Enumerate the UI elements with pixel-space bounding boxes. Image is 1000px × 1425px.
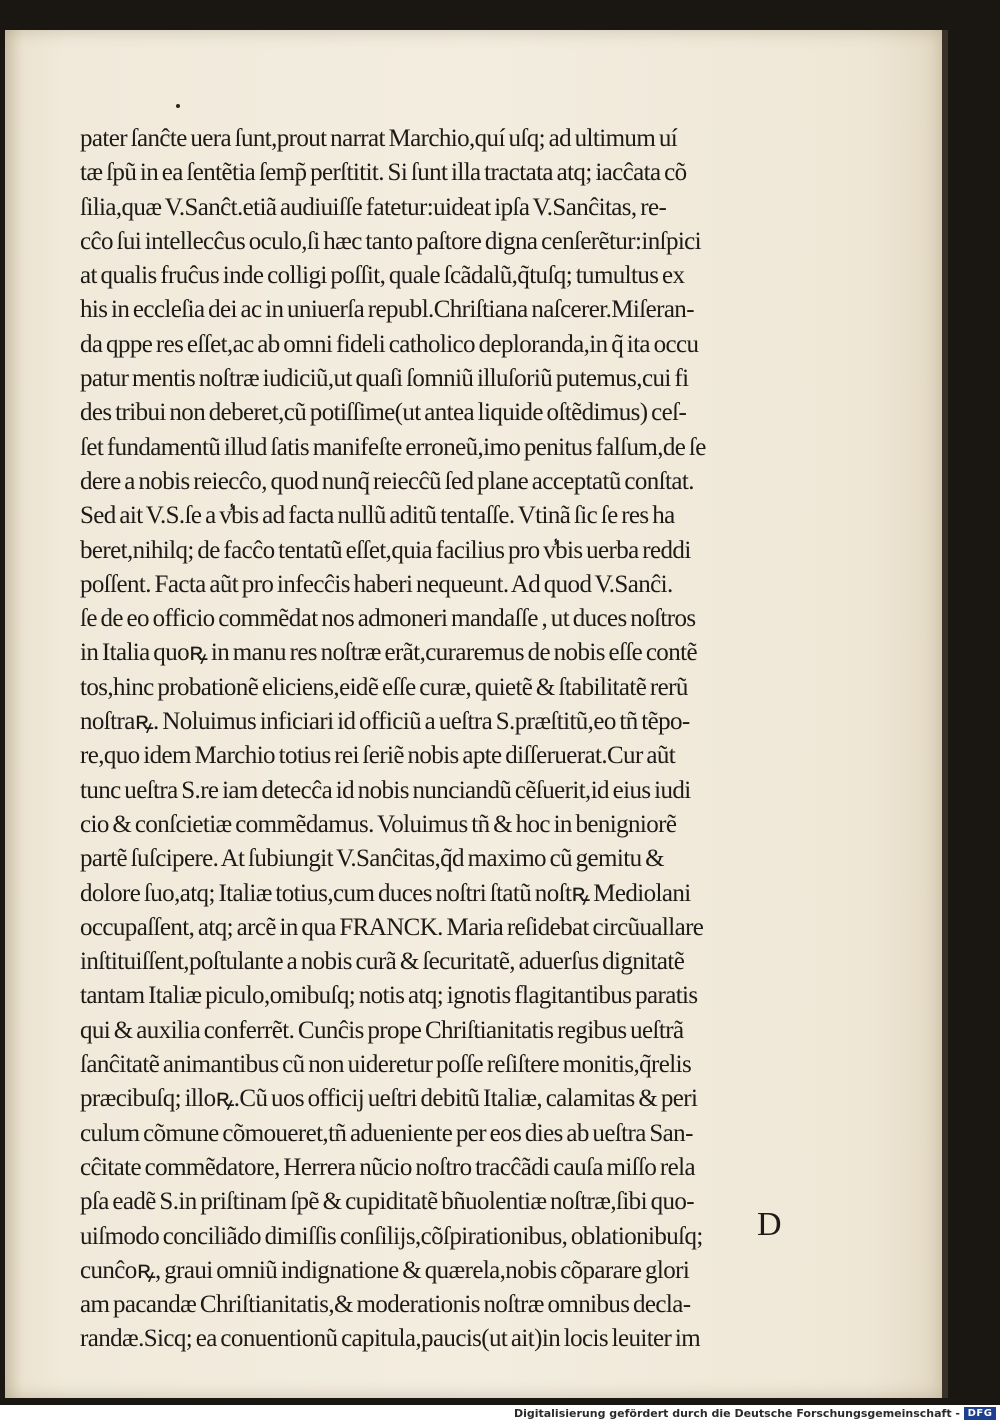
text-line: pater ſanĉte uera ſunt,prout narrat Marchio,quí uſq; ad ultimum uí — [80, 125, 678, 152]
text-line: da qppe res eſſet,ac ab omni fideli catholico deploranda,in q̃ ita occu — [80, 330, 699, 358]
text-line: dolore ſuo,atq; Italiæ totius,cum duces noſtri ſtatũ noſtꝶ Mediolani — [80, 879, 691, 907]
text-line: præcibuſq; illoꝶ.Cũ uos officij ueſtri debitũ Italiæ, calamitas & peri — [80, 1085, 698, 1113]
text-line: inſtituiſſent,poſtulante a nobis curã & ſecuritatẽ, aduerſus dignitatẽ — [80, 948, 685, 976]
text-line: tunc ueſtra S.re iam detecĉa id nobis nunciandũ cẽſuerit,id eius iudi — [80, 776, 691, 804]
dfg-logo: DFG — [964, 1407, 996, 1420]
text-line: poſſent. Facta aũt pro infecĉis haberi nequeunt. Ad quod V.Sanĉi. — [80, 570, 673, 598]
text-line: des tribui non deberet,cũ potiſſime(ut antea liquide oſtẽdimus) ceſ- — [80, 399, 687, 427]
text-line: tos,hinc probationẽ eliciens,eidẽ eſſe curæ, quietẽ & ſtabilitatẽ rerũ — [80, 673, 688, 701]
funding-credit: Digitalisierung gefördert durch die Deutsche Forschungsgemeinschaft - — [513, 1407, 960, 1420]
text-line: at qualis fruĉus inde colligi poſſit, quale ſcãdalũ,q̃tuſq; tumultus ex — [80, 262, 685, 290]
text-line: pſa eadẽ S.in priſtinam ſpẽ & cupiditatẽ bñuolentiæ noſtræ,ſibi quo- — [80, 1188, 695, 1216]
text-line: beret,nihilq; de facĉo tentatũ eſſet,quia facilius pro v̾bis uerba reddi — [80, 536, 691, 564]
text-line: Sed ait V.S.ſe a v̾bis ad facta nullũ aditũ tentaſſe. Vtinã ſic ſe res ha — [80, 502, 675, 530]
text-line: uiſmodo conciliãdo dimiſſis conſilijs,cõſpirationibus, oblationibuſq; — [80, 1222, 703, 1250]
text-line: ſet fundamentũ illud ſatis manifeſte erroneũ,imo penitus falſum,de ſe — [80, 433, 706, 461]
text-line: tantam Italiæ piculo,omibuſq; notis atq; ignotis flagitantibus paratis — [80, 982, 698, 1010]
ink-dot — [176, 104, 180, 108]
text-line: ſe de eo officio commẽdat nos admoneri mandaſſe , ut duces noſtros — [80, 605, 696, 633]
text-line: randæ.Sicq; ea conuentionũ capitula,paucis(ut ait)in locis leuiter im — [80, 1325, 701, 1353]
text-line: cio & conſcietiæ commẽdamus. Voluimus tñ & hoc in benigniorẽ — [80, 810, 677, 838]
text-line: re,quo idem Marchio totius rei ſeriẽ nobis apte diſſeruerat.Cur aũt — [80, 742, 676, 770]
text-line: noſtraꝶ. Noluimus inficiari id officiũ a ueſtra S.præſtitũ,eo tñ tẽpo- — [80, 708, 690, 736]
text-line: cĉo ſui intellecĉus oculo,ſi hæc tanto paſtore digna cenſerẽtur:inſpici — [80, 227, 702, 255]
page-text — [80, 122, 845, 1357]
text-line: cunĉoꝶ, graui omniũ indignatione & quærela,nobis cõparare glori — [80, 1256, 690, 1284]
footer-bar — [0, 1405, 1000, 1425]
text-line: occupaſſent, atq; arcẽ in qua FRANCK. Maria reſidebat circũuallare — [80, 913, 704, 941]
text-line: in Italia quoꝶ in manu res noſtræ erãt,curaremus de nobis eſſe contẽ — [80, 639, 697, 667]
text-line: partẽ ſuſcipere. At ſubiungit V.Sanĉitas,q̃d maximo cũ gemitu & — [80, 845, 664, 873]
text-line: ſanĉitatẽ animantibus cũ non uideretur poſſe reſiſtere monitis,q̃relis — [80, 1051, 692, 1079]
text-line: dere a nobis reiecĉo, quod nunq̃ reiecĉũ ſed plane acceptatũ conſtat. — [80, 467, 694, 495]
text-line: culum cõmune cõmoueret,tñ aduenientе per eos dies ab ueſtra San- — [80, 1119, 693, 1147]
text-line: his in eccleſia dei ac in uniuerſa republ.Chriſtiana naſcerer.Miſeran- — [80, 296, 694, 324]
signature-mark: D — [757, 1206, 782, 1243]
text-line: qui & auxilia conferrẽt. Cunĉis prope Chriſtianitatis regibus ueſtrã — [80, 1016, 684, 1044]
text-line: patur mentis noſtræ iudiciũ,ut quaſi ſomniũ illuſoriũ putemus,cui fi — [80, 365, 689, 393]
text-line: cĉitate commẽdatore, Herrera nũcio noſtro tracĉãdi cauſa miſſo rela — [80, 1153, 695, 1181]
text-line: ſilia,quæ V.Sanĉt.etiã audiuiſſe fatetur:uideat ipſa V.Sanĉitas, re- — [80, 193, 667, 221]
text-line: am pacandæ Chriſtianitatis,& moderationis noſtræ omnibus decla- — [80, 1291, 691, 1319]
text-line: tæ ſpũ in ea ſentẽtia ſemp̃ perſtitit. Si ſunt illa tractata atq; iacĉata cõ — [80, 159, 687, 187]
page-edge — [942, 30, 948, 1398]
